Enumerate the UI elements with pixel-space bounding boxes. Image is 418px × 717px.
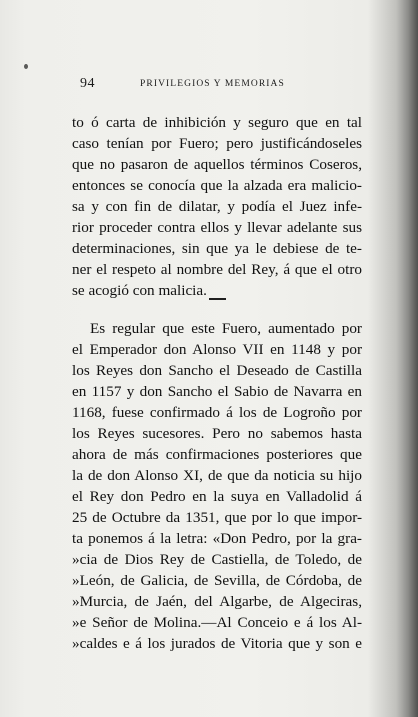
text-line: ahora de más confirmaciones posteriores que — [72, 446, 362, 463]
text-line: sa y con fin de dilatar, y podía el Juez infe- — [72, 198, 362, 215]
text-line: caso tenían por Fuero; pero justificándoseles — [72, 135, 362, 152]
text-line: 1168, fuese confirmado á los de Logroño por — [72, 404, 362, 421]
text-line: se acogió con malicia. — [72, 282, 207, 299]
text-line: los Reyes don Sancho el Deseado de Castilla — [72, 362, 362, 379]
text-line: ta ponemos á la letra: «Don Pedro, por la gra- — [72, 530, 362, 547]
text-line: entonces se conocía que la alzada era malicio- — [72, 177, 362, 194]
text-line: »Murcia, de Jaén, del Algarbe, de Algeciras, — [72, 593, 362, 610]
text-line: determinaciones, sin que ya le debiese de te- — [72, 240, 362, 257]
text-line: »e Señor de Molina.—Al Conceio e á los Al- — [72, 614, 362, 631]
running-head: PRIVILEGIOS Y MEMORIAS — [140, 79, 285, 89]
text-line: rior proceder contra ellos y llevar adelante sus — [72, 219, 362, 236]
text-line: to ó carta de inhibición y seguro que en tal — [72, 114, 362, 131]
text-line: »cia de Dios Rey de Castiella, de Toledo, de — [72, 551, 362, 568]
section-separator — [209, 298, 226, 300]
paper-speck — [24, 64, 28, 69]
text-line: 25 de Octubre da 1351, que por lo que impor- — [72, 509, 362, 526]
text-line: la de don Alonso XI, de que da noticia su hijo — [72, 467, 362, 484]
text-line: en 1157 y don Sancho el Sabio de Navarra en — [72, 383, 362, 400]
text-line: ner el respeto al nombre del Rey, á que el otro — [72, 261, 362, 278]
page-header — [80, 76, 362, 96]
page-number: 94 — [80, 76, 95, 91]
text-line: los Reyes sucesores. Pero no sabemos hasta — [72, 425, 362, 442]
text-line: »caldes e á los jurados de Vitoria que y son e — [72, 635, 362, 652]
page-gutter-shadow — [396, 0, 418, 717]
paragraph-2 — [72, 318, 362, 654]
text-line: »León, de Galicia, de Sevilla, de Córdoba, de — [72, 572, 362, 589]
text-line: Es regular que este Fuero, aumentado por — [90, 320, 362, 337]
paragraph-1 — [72, 112, 362, 301]
text-line: el Rey don Pedro en la suya en Valladolid á — [72, 488, 362, 505]
text-line: el Emperador don Alonso VII en 1148 y por — [72, 341, 362, 358]
text-line: que no pasaron de aquellos términos Coseros, — [72, 156, 362, 173]
